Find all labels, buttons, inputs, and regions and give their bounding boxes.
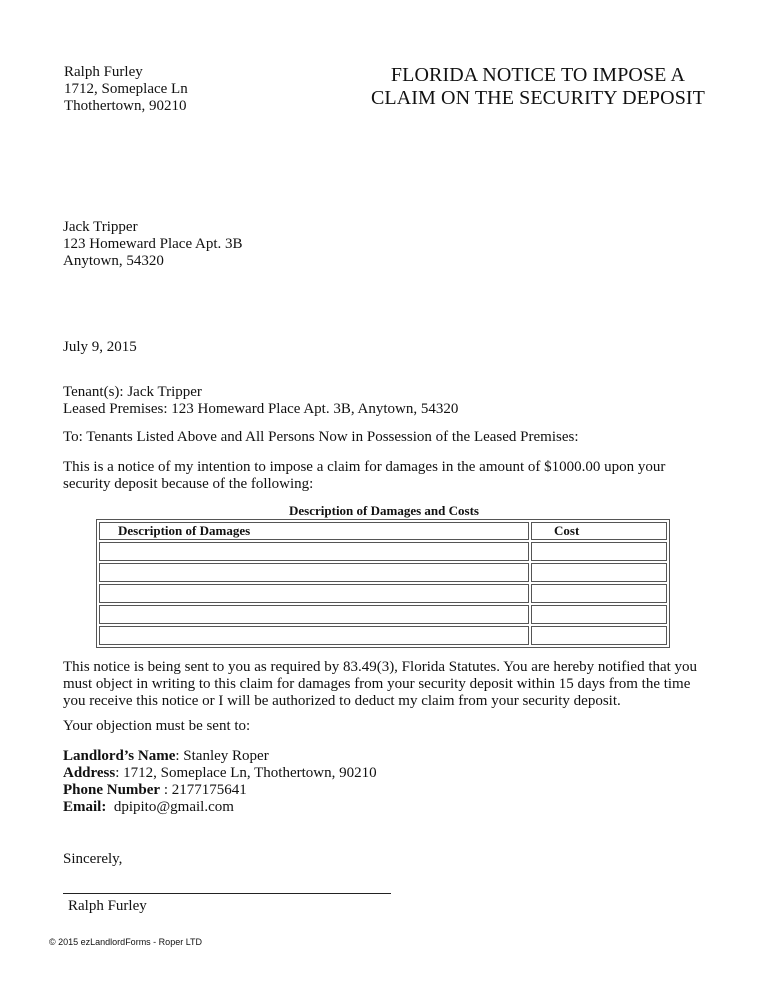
notice-date: July 9, 2015 [63, 339, 137, 355]
premises-line: Leased Premises: 123 Homeward Place Apt. 3B, Anytown, 54320 [63, 401, 459, 417]
table-row [99, 584, 667, 603]
sender-address [64, 64, 188, 115]
landlord-name-label: Landlord’s Name [63, 748, 176, 764]
table-row [99, 542, 667, 561]
tenant-line: Tenant(s): Jack Tripper [63, 384, 202, 400]
signature-name: Ralph Furley [68, 898, 147, 914]
landlord-address-value: : 1712, Someplace Ln, Thothertown, 90210 [115, 765, 377, 781]
landlord-phone-value: : 2177175641 [160, 782, 247, 798]
document-title [371, 64, 705, 110]
landlord-address-label: Address [63, 765, 116, 781]
statute-notice-paragraph: This notice is being sent to you as required by 83.49(3), Florida Statutes. You are hereby notified that you must object in writing to this claim for damages from your security deposit within 15 days from the time you receive this notice or I will be authorized to deduct my claim from your security deposit. [63, 659, 698, 709]
damage-description-cell [99, 584, 529, 603]
landlord-email-label: Email: [63, 799, 107, 815]
intro-paragraph: This is a notice of my intention to impose a claim for damages in the amount of $1000.00 upon your security deposit because of the following: [63, 459, 666, 492]
document-title-line2: CLAIM ON THE SECURITY DEPOSIT [370, 87, 705, 109]
recipient-address [63, 219, 243, 270]
copyright-footer: © 2015 ezLandlordForms - Roper LTD [49, 937, 203, 947]
damage-description-cell [99, 542, 529, 561]
sender-name: Ralph Furley [64, 64, 143, 80]
landlord-phone-label: Phone Number [63, 782, 161, 798]
recipient-address-line1: 123 Homeward Place Apt. 3B [63, 236, 243, 252]
damages-table-header [99, 522, 667, 540]
landlord-email-value: dpipito@gmail.com [106, 799, 234, 815]
damage-description-cell [99, 563, 529, 582]
landlord-phone-row [63, 782, 377, 799]
table-row [99, 605, 667, 624]
damage-cost-cell [531, 584, 667, 603]
landlord-address-row [63, 765, 377, 782]
table-row [99, 626, 667, 645]
landlord-email-row [63, 799, 377, 816]
damage-cost-cell [531, 626, 667, 645]
tenant-info [63, 384, 458, 418]
damage-cost-cell [531, 542, 667, 561]
sender-address-line1: 1712, Someplace Ln [64, 81, 188, 97]
col-description-header: Description of Damages [99, 522, 529, 540]
damage-cost-cell [531, 605, 667, 624]
closing: Sincerely, [63, 851, 123, 867]
damages-table-title: Description of Damages and Costs [289, 503, 479, 518]
recipient-address-line2: Anytown, 54320 [63, 253, 164, 269]
damage-description-cell [99, 626, 529, 645]
document-title-line1: FLORIDA NOTICE TO IMPOSE A [390, 64, 686, 86]
col-cost-header: Cost [531, 522, 667, 540]
landlord-name-row [63, 748, 377, 765]
recipient-name: Jack Tripper [63, 219, 138, 235]
objection-line: Your objection must be sent to: [63, 718, 251, 734]
table-row [99, 563, 667, 582]
damage-description-cell [99, 605, 529, 624]
damages-table [96, 519, 670, 648]
landlord-name-value: : Stanley Roper [175, 748, 269, 764]
damage-cost-cell [531, 563, 667, 582]
to-line: To: Tenants Listed Above and All Persons Now in Possession of the Leased Premises: [63, 429, 579, 445]
sender-address-line2: Thothertown, 90210 [64, 98, 187, 114]
landlord-contact [63, 748, 377, 816]
signature-line [63, 893, 391, 894]
